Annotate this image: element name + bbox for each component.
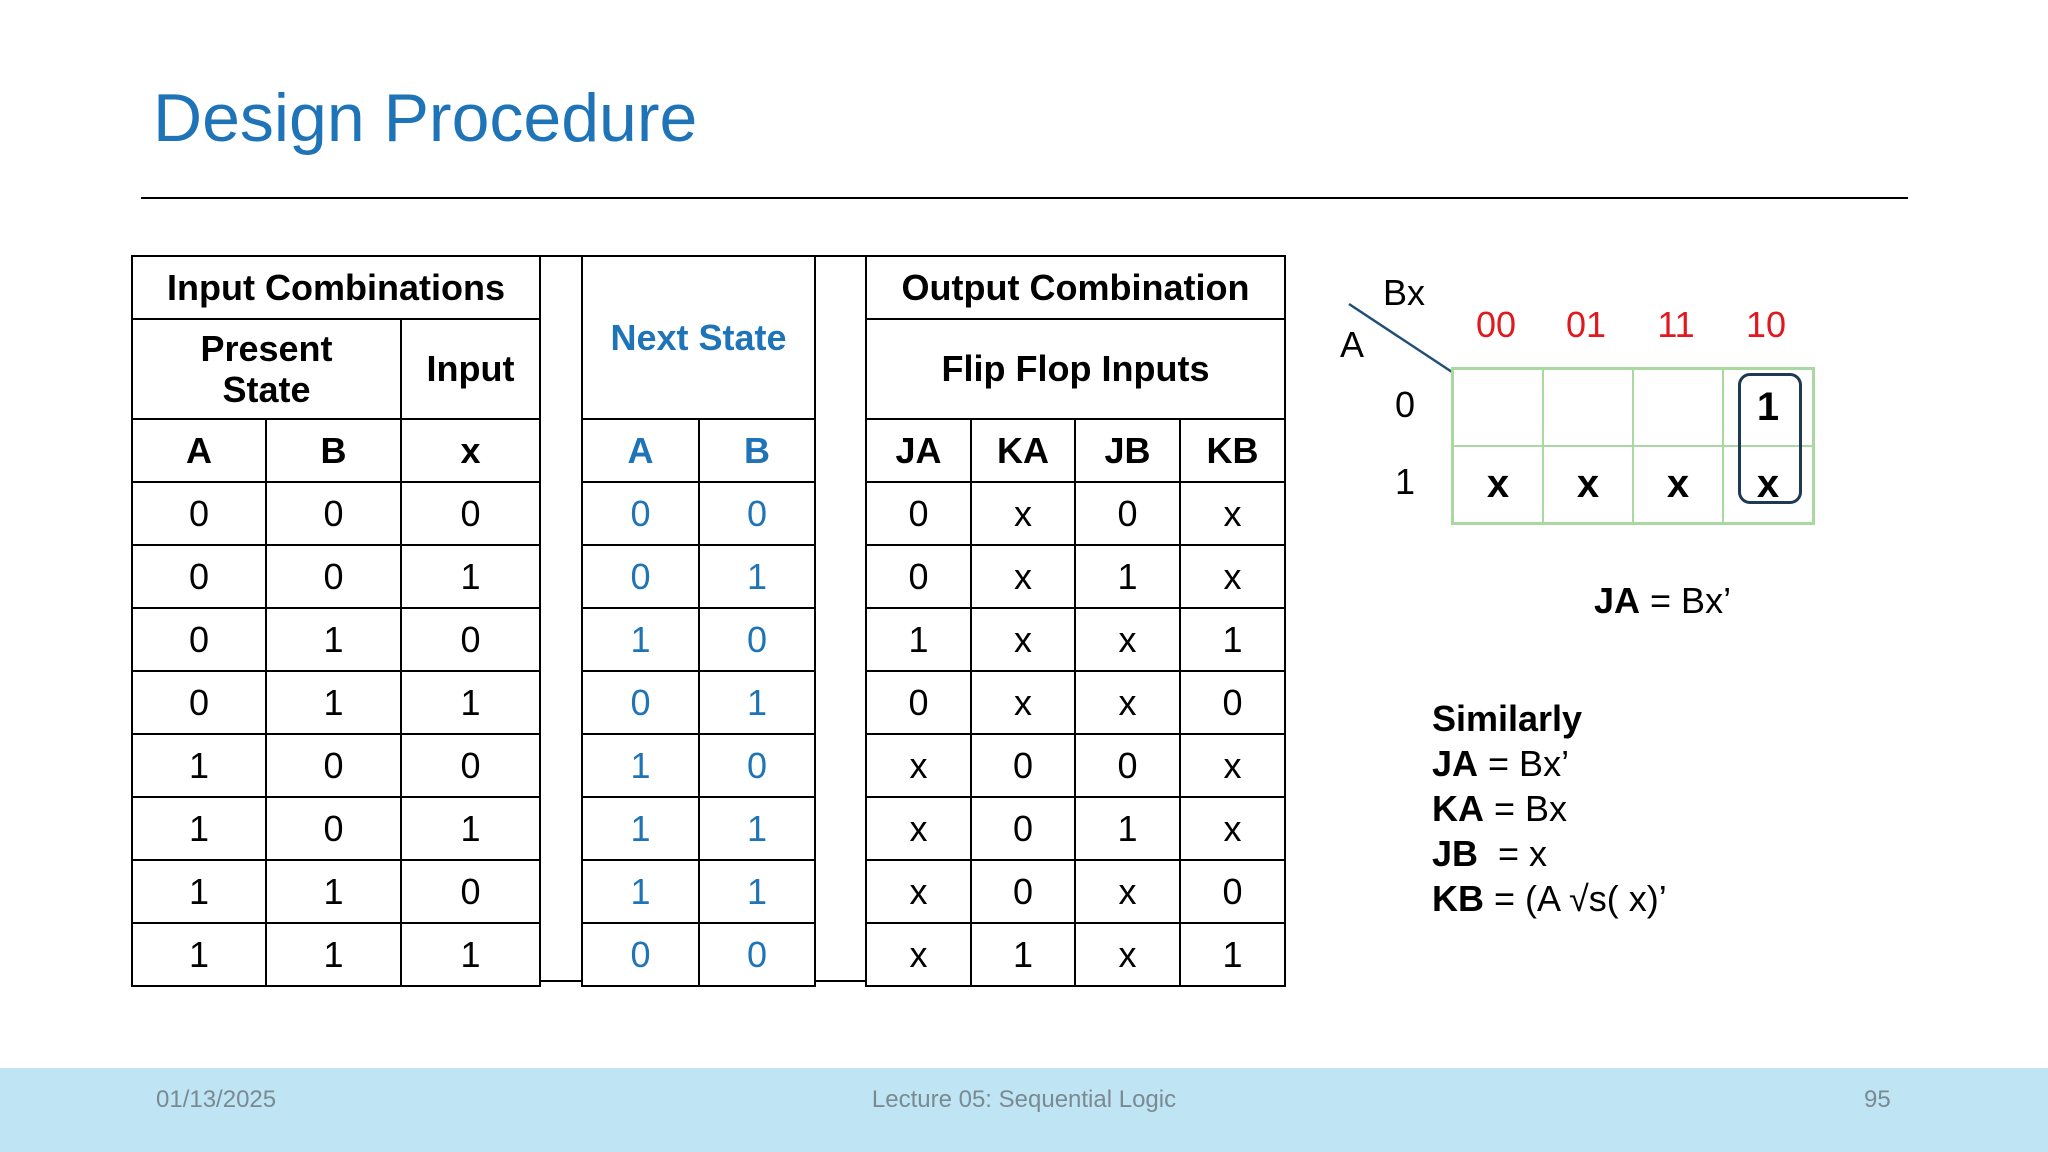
next-state-table [581, 255, 816, 987]
cell-a: 1 [132, 797, 266, 860]
table-row [866, 734, 1285, 797]
kmap-cell: x [1453, 446, 1543, 523]
cell-ka: 0 [971, 797, 1075, 860]
input-header: Input [401, 319, 540, 419]
col-ja-header: JA [866, 419, 971, 482]
cell-jb: x [1075, 923, 1180, 986]
cell-kb: x [1180, 797, 1285, 860]
table-row [582, 671, 815, 734]
equation-jb: JB = x [1432, 833, 1548, 874]
present-state-header: Present State [132, 319, 401, 419]
cell-next-b: 1 [699, 860, 815, 923]
title-divider [141, 197, 1908, 199]
cell-b: 1 [266, 608, 401, 671]
kmap-diagonal-line [1345, 300, 1457, 376]
kmap-cell: x [1723, 446, 1813, 523]
table-row [132, 545, 540, 608]
kmap-cell: x [1543, 446, 1633, 523]
cell-kb: x [1180, 482, 1285, 545]
cell-next-a: 1 [582, 797, 699, 860]
kmap-cell: 1 [1723, 369, 1813, 446]
cell-a: 1 [132, 923, 266, 986]
cell-ja: 0 [866, 482, 971, 545]
cell-ka: x [971, 608, 1075, 671]
next-state-header: Next State [582, 256, 815, 419]
cell-jb: 0 [1075, 734, 1180, 797]
table-row [582, 797, 815, 860]
table-row [866, 608, 1285, 671]
cell-jb: x [1075, 671, 1180, 734]
table-gap-1 [539, 255, 581, 982]
kmap-cell [1633, 369, 1723, 446]
cell-kb: 0 [1180, 860, 1285, 923]
footer-page-number: 95 [1864, 1086, 1891, 1113]
cell-kb: x [1180, 545, 1285, 608]
table-gap-2 [814, 255, 865, 982]
cell-b: 1 [266, 671, 401, 734]
table-row [866, 671, 1285, 734]
kmap-cell [1543, 369, 1633, 446]
flip-flop-inputs-header: Flip Flop Inputs [866, 319, 1285, 419]
cell-next-b: 0 [699, 482, 815, 545]
kmap-result-lhs: JA [1594, 580, 1641, 621]
cell-x: 0 [401, 608, 540, 671]
cell-x: 0 [401, 860, 540, 923]
table-row [582, 734, 815, 797]
cell-ka: 0 [971, 860, 1075, 923]
kmap-row-var: A [1340, 324, 1365, 365]
cell-a: 0 [132, 545, 266, 608]
cell-a: 1 [132, 860, 266, 923]
cell-x: 1 [401, 923, 540, 986]
table-row [132, 734, 540, 797]
kmap-col-label: 00 [1475, 304, 1517, 345]
col-next-b-header: B [699, 419, 815, 482]
cell-x: 0 [401, 734, 540, 797]
kmap-result [1594, 578, 1731, 623]
kmap-col-label: 01 [1565, 304, 1607, 345]
table-row [582, 482, 815, 545]
kmap-cell [1453, 369, 1543, 446]
cell-kb: x [1180, 734, 1285, 797]
input-combinations-table [131, 255, 541, 987]
cell-a: 0 [132, 671, 266, 734]
cell-ka: x [971, 482, 1075, 545]
table-row [132, 797, 540, 860]
col-x-header: x [401, 419, 540, 482]
cell-ja: x [866, 923, 971, 986]
cell-jb: x [1075, 608, 1180, 671]
kmap-result-rhs: = Bx’ [1640, 580, 1732, 621]
cell-b: 0 [266, 734, 401, 797]
cell-b: 0 [266, 482, 401, 545]
cell-kb: 0 [1180, 671, 1285, 734]
col-kb-header: KB [1180, 419, 1285, 482]
table-row [132, 923, 540, 986]
cell-next-a: 0 [582, 545, 699, 608]
cell-ja: 0 [866, 671, 971, 734]
kmap-group-loop [1738, 373, 1802, 504]
equation-ja: JA = Bx’ [1432, 743, 1570, 784]
output-combination-header: Output Combination [866, 256, 1285, 319]
cell-ja: x [866, 860, 971, 923]
cell-ka: x [971, 671, 1075, 734]
cell-ja: x [866, 734, 971, 797]
cell-next-a: 0 [582, 923, 699, 986]
cell-next-b: 1 [699, 545, 815, 608]
cell-jb: 1 [1075, 797, 1180, 860]
cell-next-b: 0 [699, 608, 815, 671]
table-row [866, 797, 1285, 860]
cell-next-b: 0 [699, 734, 815, 797]
cell-kb: 1 [1180, 608, 1285, 671]
input-combinations-header: Input Combinations [132, 256, 540, 319]
table-row [866, 923, 1285, 986]
cell-x: 0 [401, 482, 540, 545]
cell-jb: 1 [1075, 545, 1180, 608]
slide-title: Design Procedure [153, 80, 698, 156]
cell-x: 1 [401, 797, 540, 860]
cell-jb: x [1075, 860, 1180, 923]
col-next-a-header: A [582, 419, 699, 482]
similarly-block [1432, 696, 1667, 921]
kmap-row-label: 0 [1395, 384, 1416, 425]
cell-next-b: 1 [699, 797, 815, 860]
table-row [582, 860, 815, 923]
cell-a: 0 [132, 482, 266, 545]
output-combination-table [865, 255, 1286, 987]
cell-ja: x [866, 797, 971, 860]
table-row [866, 545, 1285, 608]
table-row [582, 608, 815, 671]
cell-a: 1 [132, 734, 266, 797]
cell-a: 0 [132, 608, 266, 671]
cell-jb: 0 [1075, 482, 1180, 545]
cell-kb: 1 [1180, 923, 1285, 986]
equation-ka: KA = Bx [1432, 788, 1568, 829]
table-row [582, 545, 815, 608]
col-ka-header: KA [971, 419, 1075, 482]
footer-lecture: Lecture 05: Sequential Logic [871, 1086, 1177, 1113]
equation-kb: KB = (A √s( x)’ [1432, 878, 1667, 919]
col-a-header: A [132, 419, 266, 482]
cell-next-a: 1 [582, 860, 699, 923]
cell-b: 1 [266, 860, 401, 923]
cell-ka: x [971, 545, 1075, 608]
cell-next-a: 0 [582, 482, 699, 545]
kmap-col-label: 11 [1657, 304, 1695, 345]
similarly-heading: Similarly [1432, 698, 1583, 739]
cell-ja: 1 [866, 608, 971, 671]
col-jb-header: JB [1075, 419, 1180, 482]
cell-b: 1 [266, 923, 401, 986]
table-row [866, 860, 1285, 923]
kmap-cell: x [1633, 446, 1723, 523]
table-row [132, 860, 540, 923]
cell-next-b: 1 [699, 671, 815, 734]
cell-x: 1 [401, 545, 540, 608]
cell-x: 1 [401, 671, 540, 734]
cell-b: 0 [266, 797, 401, 860]
table-row [582, 923, 815, 986]
cell-b: 0 [266, 545, 401, 608]
cell-ja: 0 [866, 545, 971, 608]
table-row [866, 482, 1285, 545]
cell-ka: 0 [971, 734, 1075, 797]
cell-ka: 1 [971, 923, 1075, 986]
kmap-col-var: Bx [1383, 272, 1426, 313]
table-row [132, 482, 540, 545]
col-b-header: B [266, 419, 401, 482]
cell-next-b: 0 [699, 923, 815, 986]
footer-date: 01/13/2025 [156, 1086, 277, 1113]
kmap-col-label: 10 [1745, 304, 1787, 345]
table-row [132, 608, 540, 671]
cell-next-a: 0 [582, 671, 699, 734]
cell-next-a: 1 [582, 608, 699, 671]
cell-next-a: 1 [582, 734, 699, 797]
kmap-row-label: 1 [1395, 461, 1416, 502]
table-row [132, 671, 540, 734]
